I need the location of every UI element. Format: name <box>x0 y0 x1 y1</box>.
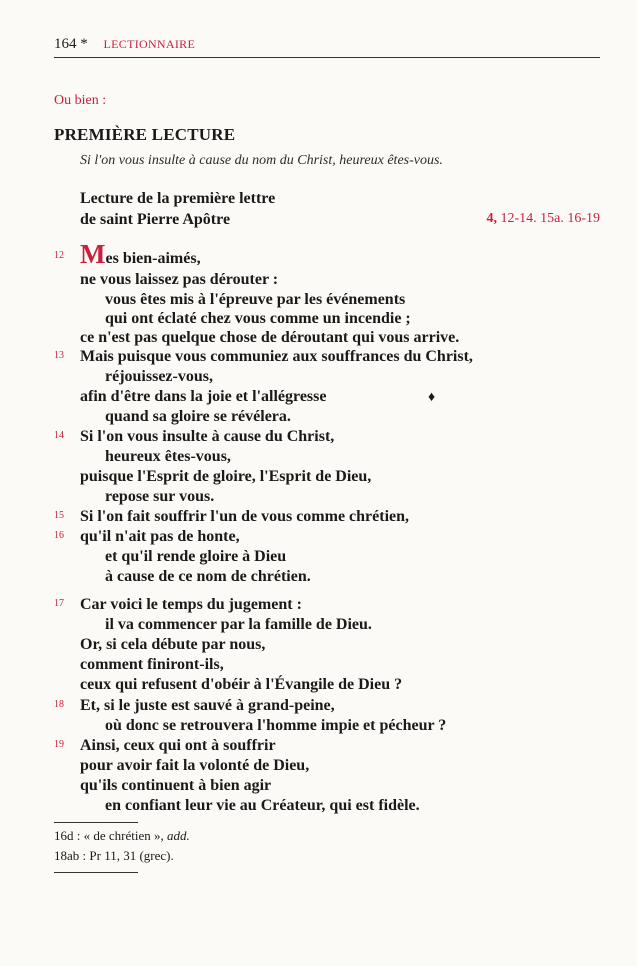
ink-mark: ♦ <box>428 390 436 405</box>
verse-number-14: 14 <box>54 430 64 441</box>
text-line: ce n'est pas quelque chose de déroutant qui vous arrive. <box>80 329 460 346</box>
footnote-1 <box>54 828 190 844</box>
text-line: qui ont éclaté chez vous comme un incendie ; <box>105 310 411 327</box>
text-line: il va commencer par la famille de Dieu. <box>105 616 372 633</box>
page-header <box>54 36 600 53</box>
text-line: vous êtes mis à l'épreuve par les événements <box>105 291 406 308</box>
text-line: Ainsi, ceux qui ont à souffrir <box>80 737 276 754</box>
text-line: comment finiront-ils, <box>80 656 224 673</box>
text-line: où donc se retrouvera l'homme impie et pécheur ? <box>105 717 447 734</box>
reference-verses: 12-14. 15a. 16-19 <box>496 211 600 226</box>
reading-title: PREMIÈRE LECTURE <box>54 125 236 144</box>
text-line: et qu'il rende gloire à Dieu <box>105 548 287 565</box>
verse-number-17: 17 <box>54 598 64 609</box>
text-line: qu'ils continuent à bien agir <box>80 777 272 794</box>
text-line: pour avoir fait la volonté de Dieu, <box>80 757 310 774</box>
text-line: repose sur vous. <box>105 488 215 505</box>
reading-subtitle: Si l'on vous insulte à cause du nom du Christ, heureux êtes-vous. <box>80 153 443 168</box>
footnote-1-text: 16d : « de chrétien », <box>54 828 167 843</box>
reading-heading-line2: de saint Pierre Apôtre <box>80 211 231 228</box>
text-line: Mais puisque vous communiez aux souffrances du Christ, <box>80 348 473 365</box>
reference-chapter: 4, <box>486 211 497 226</box>
text-line: Si l'on fait souffrir l'un de vous comme chrétien, <box>80 508 410 525</box>
text-line: Et, si le juste est sauvé à grand-peine, <box>80 697 335 714</box>
verse-number-12: 12 <box>54 250 64 261</box>
text-line: Car voici le temps du jugement : <box>80 596 302 613</box>
text-line: quand sa gloire se révélera. <box>105 408 291 425</box>
reading-heading-line1: Lecture de la première lettre <box>80 190 276 207</box>
text-line <box>80 241 201 268</box>
text-line: à cause de ce nom de chrétien. <box>105 568 311 585</box>
verse-number-16: 16 <box>54 530 64 541</box>
page-number: 164 * <box>54 36 88 52</box>
verse-number-18: 18 <box>54 699 64 710</box>
footnote-2: 18ab : Pr 11, 31 (grec). <box>54 848 174 863</box>
text-line: qu'il n'ait pas de honte, <box>80 528 240 545</box>
text-line: ne vous laissez pas dérouter : <box>80 271 279 288</box>
header-rule <box>54 57 600 58</box>
drop-cap: M <box>80 239 106 269</box>
footnote-end-rule <box>54 872 138 873</box>
verse-number-15: 15 <box>54 510 64 521</box>
text-line: heureux êtes-vous, <box>105 448 231 465</box>
section-title: LECTIONNAIRE <box>103 37 196 51</box>
text-line: réjouissez-vous, <box>105 368 213 385</box>
verse-number-13: 13 <box>54 350 64 361</box>
verse-number-19: 19 <box>54 739 64 750</box>
text-line: en confiant leur vie au Créateur, qui est fidèle. <box>105 797 420 814</box>
text-line-start: es bien-aimés, <box>105 250 201 267</box>
text-line: ceux qui refusent d'obéir à l'Évangile de Dieu ? <box>80 676 403 693</box>
text-line: Si l'on vous insulte à cause du Christ, <box>80 428 335 445</box>
footnote-rule <box>54 822 138 823</box>
footnote-1-italic: add. <box>167 828 190 843</box>
text-line: afin d'être dans la joie et l'allégresse <box>80 388 327 405</box>
text-line: puisque l'Esprit de gloire, l'Esprit de Dieu, <box>80 468 372 485</box>
intro-rubric: Ou bien : <box>54 93 107 108</box>
scripture-reference <box>486 211 600 227</box>
text-line: Or, si cela débute par nous, <box>80 636 266 653</box>
